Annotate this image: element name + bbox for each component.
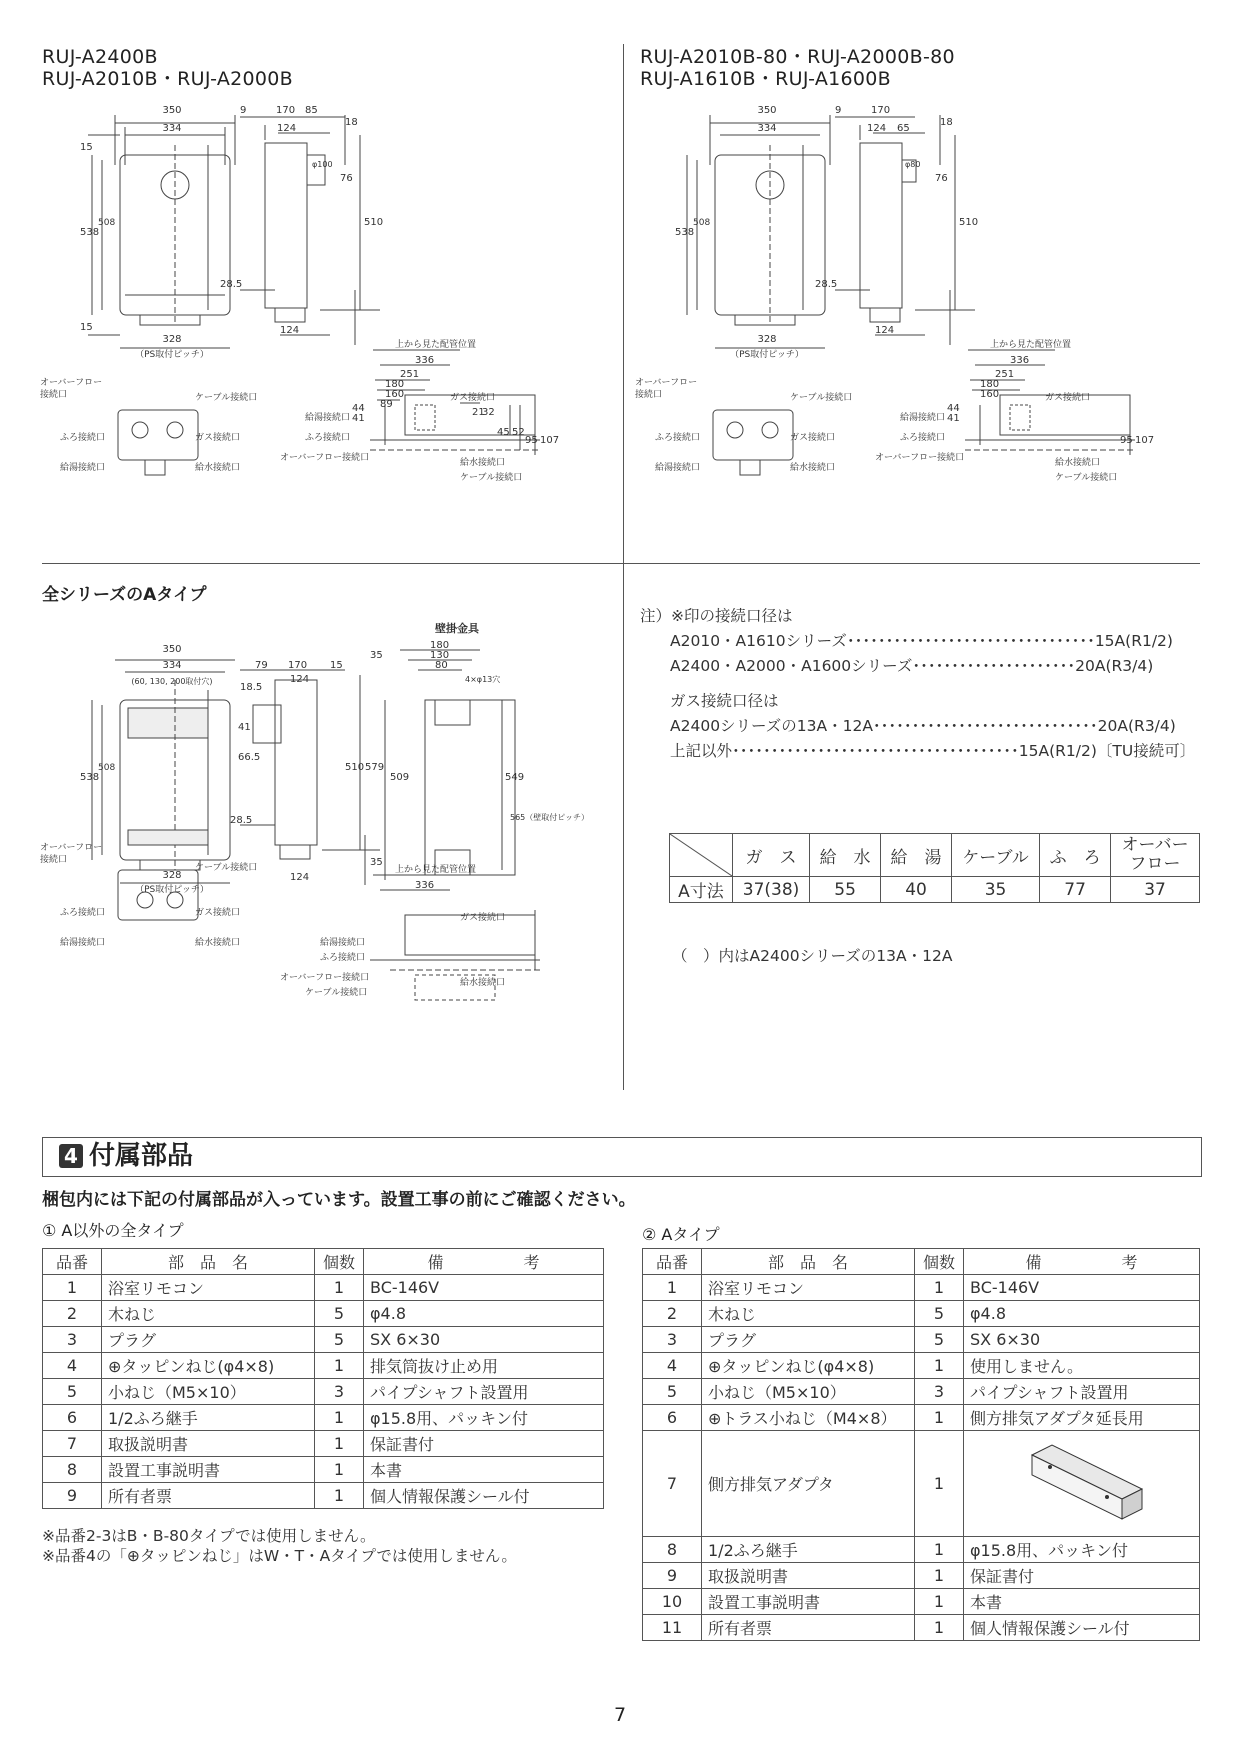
svg-text:76: 76 [935, 173, 948, 184]
svg-text:給水接続口: 給水接続口 [790, 463, 836, 473]
svg-text:124: 124 [290, 872, 310, 883]
svg-text:給水接続口: 給水接続口 [1055, 458, 1101, 468]
svg-text:350: 350 [757, 105, 777, 116]
table-footnote: （ ）内はA2400シリーズの13A・12A [672, 947, 953, 965]
svg-text:549: 549 [505, 772, 525, 783]
svg-text:上から見た配管位置: 上から見た配管位置 [395, 340, 477, 350]
svg-text:給湯接続口: 給湯接続口 [900, 413, 946, 423]
svg-text:15: 15 [330, 660, 343, 671]
notes-gas-title: ガス接続口径は [670, 692, 779, 710]
svg-text:124: 124 [867, 123, 887, 134]
notes-title: 注）※印の接続口径は [640, 607, 793, 625]
header-qty: 個数 [315, 1249, 364, 1275]
svg-text:251: 251 [995, 369, 1015, 380]
header-note: 備 考 [364, 1249, 604, 1275]
row-label: A寸法 [670, 877, 733, 903]
svg-text:給水接続口: 給水接続口 [195, 938, 241, 948]
svg-text:170: 170 [276, 105, 296, 116]
dimension-drawing-a-type [40, 610, 620, 1060]
svg-text:565（壁取付ピッチ）: 565（壁取付ピッチ） [510, 813, 589, 822]
svg-text:350: 350 [162, 105, 182, 116]
notes-line: 上記以外･････････････････････････････････････15A(R1/2)〔TU接続可〕 [670, 742, 1196, 760]
header-note: 備 考 [964, 1249, 1200, 1275]
table-row: 1 浴室リモコン 1 BC-146V [643, 1275, 1200, 1301]
svg-text:28.5: 28.5 [815, 279, 838, 290]
section-header [42, 1137, 1202, 1177]
svg-text:9: 9 [240, 105, 247, 116]
table-row: 4 ⊕タッピンねじ(φ4×8) 1 使用しません。 [643, 1353, 1200, 1379]
svg-text:508: 508 [693, 218, 711, 228]
svg-text:508: 508 [98, 763, 116, 773]
svg-text:170: 170 [871, 105, 891, 116]
section-intro: 梱包内には下記の付属部品が入っています。設置工事の前にご確認ください。 [42, 1190, 636, 1210]
vertical-divider [623, 44, 624, 1090]
svg-text:給湯接続口: 給湯接続口 [305, 413, 351, 423]
svg-text:ふろ接続口: ふろ接続口 [655, 433, 701, 443]
svg-text:ガス接続口: ガス接続口 [195, 908, 241, 918]
svg-text:35: 35 [370, 857, 383, 868]
svg-text:ケーブル接続口: ケーブル接続口 [305, 988, 368, 998]
svg-text:160: 160 [980, 389, 1000, 400]
diagonal-cell [670, 834, 733, 877]
table-row: 5 小ねじ（M5×10） 3 パイプシャフト設置用 [43, 1379, 604, 1405]
svg-text:給湯接続口: 給湯接続口 [60, 938, 106, 948]
svg-text:ガス接続口: ガス接続口 [1045, 393, 1091, 403]
svg-text:80: 80 [435, 660, 448, 671]
svg-text:510: 510 [345, 762, 365, 773]
section-title: 付属部品 [89, 1141, 194, 1171]
parts-right-subtitle: ② Aタイプ [642, 1225, 720, 1244]
svg-text:52: 52 [512, 427, 525, 438]
svg-text:510: 510 [959, 217, 979, 228]
svg-text:124: 124 [290, 674, 310, 685]
svg-text:124: 124 [875, 325, 895, 336]
svg-text:107: 107 [1135, 435, 1155, 446]
svg-text:44: 44 [352, 403, 365, 414]
svg-text:65: 65 [897, 123, 910, 134]
svg-text:上から見た配管位置: 上から見た配管位置 [395, 865, 477, 875]
svg-text:328: 328 [757, 334, 777, 345]
svg-text:（PS取付ピッチ）: （PS取付ピッチ） [135, 350, 209, 360]
svg-text:ふろ接続口: ふろ接続口 [60, 433, 106, 443]
svg-text:ふろ接続口: ふろ接続口 [60, 908, 106, 918]
svg-text:509: 509 [390, 772, 410, 783]
header-name: 部 品 名 [702, 1249, 915, 1275]
horizontal-divider [42, 563, 1200, 564]
svg-text:41: 41 [352, 413, 365, 424]
svg-text:給湯接続口: 給湯接続口 [655, 463, 701, 473]
col-hot: 給 湯 [881, 834, 952, 877]
header-name: 部 品 名 [102, 1249, 315, 1275]
svg-text:180: 180 [385, 379, 405, 390]
table-row: 3 プラグ 5 SX 6×30 [643, 1327, 1200, 1353]
col-water: 給 水 [810, 834, 881, 877]
svg-text:給水接続口: 給水接続口 [195, 463, 241, 473]
svg-text:壁掛金具: 壁掛金具 [435, 622, 479, 635]
svg-text:32: 32 [482, 407, 495, 418]
svg-text:89: 89 [380, 399, 393, 410]
svg-text:510: 510 [364, 217, 384, 228]
svg-text:φ80: φ80 [905, 160, 921, 169]
svg-text:ケーブル接続口: ケーブル接続口 [195, 863, 258, 873]
table-row: 4 ⊕タッピンねじ(φ4×8) 1 排気筒抜け止め用 [43, 1353, 604, 1379]
svg-text:15: 15 [80, 142, 93, 153]
svg-text:508: 508 [98, 218, 116, 228]
col-cable: ケーブル [952, 834, 1040, 877]
svg-text:334: 334 [757, 123, 777, 134]
svg-text:接続口: 接続口 [40, 855, 68, 865]
svg-text:オーバーフロー接続口: オーバーフロー接続口 [280, 453, 370, 463]
col-overflow: オーバー フロー [1111, 834, 1200, 877]
svg-text:接続口: 接続口 [635, 390, 663, 400]
svg-text:79: 79 [255, 660, 268, 671]
svg-text:4×φ13穴: 4×φ13穴 [465, 675, 501, 684]
table-row: 5 小ねじ（M5×10） 3 パイプシャフト設置用 [643, 1379, 1200, 1405]
svg-text:ガス接続口: ガス接続口 [460, 913, 506, 923]
svg-text:φ100: φ100 [312, 160, 333, 169]
svg-text:350: 350 [162, 644, 182, 655]
dimension-drawing-left [40, 105, 620, 555]
side-exhaust-adapter-icon [1012, 1437, 1152, 1527]
table-row: 10 設置工事説明書 1 本書 [643, 1589, 1200, 1615]
connection-notes [640, 604, 1200, 764]
col-gas: ガ ス [733, 834, 810, 877]
svg-text:接続口: 接続口 [40, 390, 68, 400]
svg-text:328: 328 [162, 870, 182, 881]
value-cell: 35 [952, 877, 1040, 903]
table-row: 2 木ねじ 5 φ4.8 [43, 1301, 604, 1327]
svg-text:ふろ接続口: ふろ接続口 [320, 953, 366, 963]
svg-text:170: 170 [288, 660, 308, 671]
value-cell: 55 [810, 877, 881, 903]
parts-left-footnotes: ※品番2-3はB・B-80タイプでは使用しません。 ※品番4の「⊕タッピンねじ」はW・T・Aタイプでは使用しません。 [42, 1527, 517, 1565]
svg-text:18.5: 18.5 [240, 682, 263, 693]
svg-text:160: 160 [385, 389, 405, 400]
svg-text:ケーブル接続口: ケーブル接続口 [1055, 473, 1118, 483]
svg-text:上から見た配管位置: 上から見た配管位置 [990, 340, 1072, 350]
svg-text:ガス接続口: ガス接続口 [450, 393, 496, 403]
header-no: 品番 [643, 1249, 702, 1275]
svg-text:オーバーフロー接続口: オーバーフロー接続口 [280, 973, 370, 983]
table-row: 9 取扱説明書 1 保証書付 [643, 1563, 1200, 1589]
svg-text:336: 336 [415, 880, 435, 891]
table-row: 1 浴室リモコン 1 BC-146V [43, 1275, 604, 1301]
svg-text:オーバーフロー: オーバーフロー [40, 843, 103, 853]
svg-text:124: 124 [280, 325, 300, 336]
svg-text:66.5: 66.5 [238, 752, 261, 763]
table-row: 6 1/2ふろ継手 1 φ15.8用、パッキン付 [43, 1405, 604, 1431]
parts-left-subtitle: ① A以外の全タイプ [42, 1221, 184, 1240]
svg-text:85: 85 [305, 105, 318, 116]
svg-text:（PS取付ピッチ）: （PS取付ピッチ） [730, 350, 804, 360]
header-qty: 個数 [915, 1249, 964, 1275]
svg-text:28.5: 28.5 [230, 815, 253, 826]
svg-text:180: 180 [430, 640, 450, 651]
svg-text:124: 124 [277, 123, 297, 134]
notes-line: A2400・A2000・A1600シリーズ･････････････････････20A(R3/4) [670, 657, 1154, 675]
svg-text:538: 538 [675, 227, 695, 238]
svg-text:オーバーフロー: オーバーフロー [40, 378, 103, 388]
svg-text:538: 538 [80, 772, 100, 783]
series-title: 全シリーズのAタイプ [42, 585, 207, 605]
table-row: 7 取扱説明書 1 保証書付 [43, 1431, 604, 1457]
svg-text:ふろ接続口: ふろ接続口 [305, 433, 351, 443]
model-title-left: RUJ-A2400B RUJ-A2010B・RUJ-A2000B [42, 46, 294, 90]
table-row: 9 所有者票 1 個人情報保護シール付 [43, 1483, 604, 1509]
svg-text:95: 95 [525, 435, 538, 446]
page-number: 7 [614, 1704, 627, 1726]
svg-text:給水接続口: 給水接続口 [460, 978, 506, 988]
svg-text:44: 44 [947, 403, 960, 414]
header-no: 品番 [43, 1249, 102, 1275]
col-bath: ふ ろ [1040, 834, 1111, 877]
table-row: 8 設置工事説明書 1 本書 [43, 1457, 604, 1483]
value-cell: 40 [881, 877, 952, 903]
a-dimension-table [669, 833, 1200, 903]
svg-text:21: 21 [472, 407, 485, 418]
adapter-illustration-cell [964, 1431, 1200, 1537]
value-cell: 37(38) [733, 877, 810, 903]
svg-text:41: 41 [947, 413, 960, 424]
svg-text:（PS取付ピッチ）: （PS取付ピッチ） [135, 885, 209, 895]
svg-text:18: 18 [345, 117, 358, 128]
svg-text:45: 45 [497, 427, 510, 438]
table-row: 2 木ねじ 5 φ4.8 [643, 1301, 1200, 1327]
svg-text:334: 334 [162, 660, 182, 671]
svg-text:130: 130 [430, 650, 450, 661]
svg-text:334: 334 [162, 123, 182, 134]
svg-text:給湯接続口: 給湯接続口 [320, 938, 366, 948]
svg-text:251: 251 [400, 369, 420, 380]
model-title-right: RUJ-A2010B-80・RUJ-A2000B-80 RUJ-A1610B・RUJ-A1600B [640, 46, 955, 90]
svg-text:95: 95 [1120, 435, 1133, 446]
table-row: 8 1/2ふろ継手 1 φ15.8用、パッキン付 [643, 1537, 1200, 1563]
svg-text:(60, 130, 200取付穴): (60, 130, 200取付穴) [131, 677, 213, 686]
svg-text:給水接続口: 給水接続口 [460, 458, 506, 468]
svg-text:328: 328 [162, 334, 182, 345]
svg-text:35: 35 [370, 650, 383, 661]
svg-text:ケーブル接続口: ケーブル接続口 [460, 473, 523, 483]
svg-text:41: 41 [238, 722, 251, 733]
svg-text:579: 579 [365, 762, 385, 773]
notes-line: A2010・A1610シリーズ････････････････････････････････15A(R1/2) [670, 632, 1173, 650]
table-row: 11 所有者票 1 個人情報保護シール付 [643, 1615, 1200, 1641]
table-row: 3 プラグ 5 SX 6×30 [43, 1327, 604, 1353]
table-row: 7 側方排気アダプタ 1 [643, 1431, 1200, 1537]
svg-text:336: 336 [415, 355, 435, 366]
svg-text:28.5: 28.5 [220, 279, 243, 290]
svg-text:9: 9 [835, 105, 842, 116]
table-row: 6 ⊕トラス小ねじ（M4×8） 1 側方排気アダプタ延長用 [643, 1405, 1200, 1431]
svg-text:給湯接続口: 給湯接続口 [60, 463, 106, 473]
parts-table-left [42, 1248, 604, 1509]
parts-table-right [642, 1248, 1200, 1641]
svg-text:ケーブル接続口: ケーブル接続口 [195, 393, 258, 403]
svg-text:336: 336 [1010, 355, 1030, 366]
svg-text:ふろ接続口: ふろ接続口 [900, 433, 946, 443]
svg-text:107: 107 [540, 435, 560, 446]
dimension-drawing-right [635, 105, 1215, 555]
section-number: 4 [59, 1144, 83, 1168]
value-cell: 77 [1040, 877, 1111, 903]
svg-text:ケーブル接続口: ケーブル接続口 [790, 393, 853, 403]
value-cell: 37 [1111, 877, 1200, 903]
svg-text:オーバーフロー接続口: オーバーフロー接続口 [875, 453, 965, 463]
notes-line: A2400シリーズの13A・12A･････････････････････････････20A(R3/4) [670, 717, 1176, 735]
svg-text:76: 76 [340, 173, 353, 184]
svg-text:オーバーフロー: オーバーフロー [635, 378, 698, 388]
svg-text:538: 538 [80, 227, 100, 238]
svg-text:ガス接続口: ガス接続口 [195, 433, 241, 443]
svg-text:180: 180 [980, 379, 1000, 390]
svg-text:ガス接続口: ガス接続口 [790, 433, 836, 443]
svg-text:15: 15 [80, 322, 93, 333]
svg-text:18: 18 [940, 117, 953, 128]
